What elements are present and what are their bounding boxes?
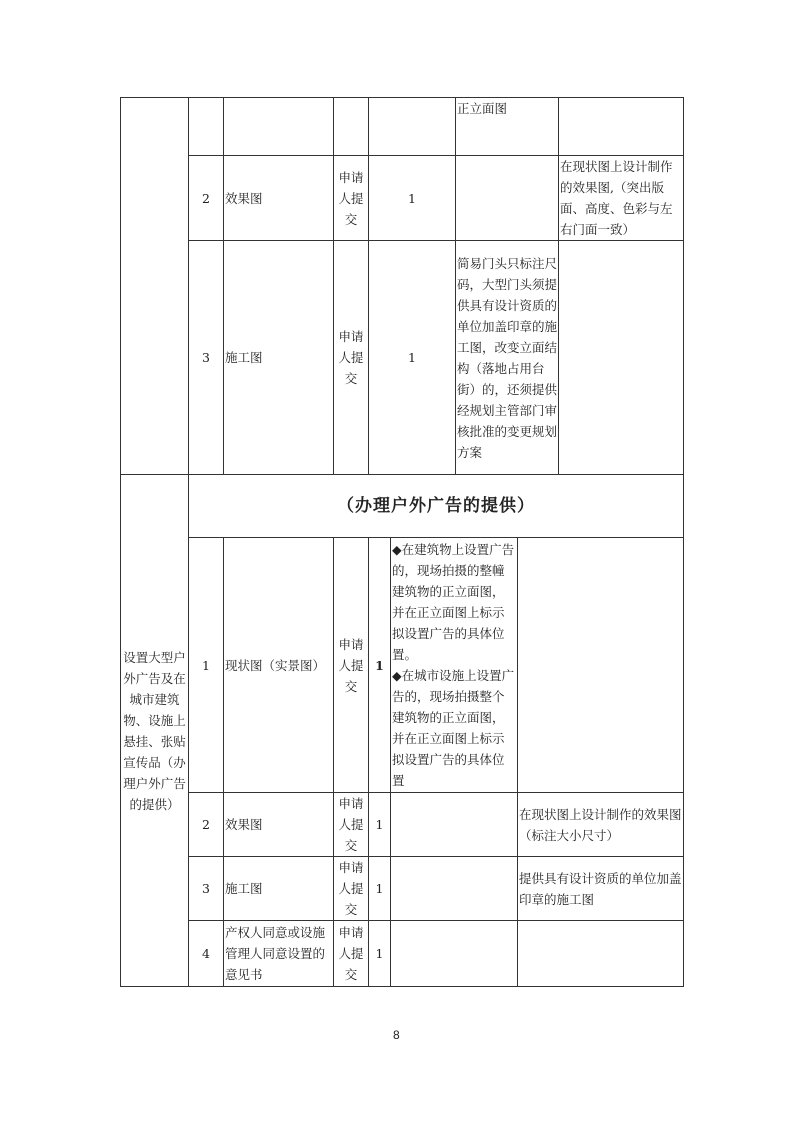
material-remark: 在现状图上设计制作的效果图（标注大小尺寸）: [518, 793, 684, 857]
material-source: [334, 98, 369, 156]
material-count: 1: [369, 538, 391, 793]
description-item: ◆在建筑物上设置广告的，现场拍摄的整幢建筑物的正立面图，并在正立面图上标示拟设置广告的具体位置。: [392, 542, 515, 662]
material-source: 申请人提交: [334, 156, 369, 241]
section-heading: （办理户外广告的提供）: [189, 475, 684, 538]
material-remark: 提供具有设计资质的单位加盖印章的施工图: [518, 857, 684, 921]
material-count: 1: [369, 156, 456, 241]
material-name: 效果图: [224, 156, 334, 241]
table-row: [121, 857, 684, 921]
material-description: [456, 156, 559, 241]
row-number: 2: [189, 156, 224, 241]
row-number: 1: [189, 538, 224, 793]
table-row: [121, 793, 684, 857]
material-remark: [518, 538, 684, 793]
row-number: 4: [189, 921, 224, 987]
material-count: 1: [369, 241, 456, 475]
table-row: [121, 98, 684, 156]
material-remark: [559, 241, 684, 475]
material-source: 申请人提交: [334, 793, 369, 857]
material-remark: [559, 98, 684, 156]
material-name: 现状图（实景图）: [224, 538, 334, 793]
row-number: 2: [189, 793, 224, 857]
material-count: [369, 98, 456, 156]
table-row: [121, 156, 684, 241]
material-remark: [518, 921, 684, 987]
material-count: 1: [369, 921, 391, 987]
material-name: 产权人同意或设施管理人同意设置的意见书: [224, 921, 334, 987]
material-description: 简易门头只标注尺码，大型门头须提供具有设计资质的单位加盖印章的施工图，改变立面结构（落地占用台街）的，还须提供经规划主管部门审核批准的变更规划方案: [456, 241, 559, 475]
material-name: [224, 98, 334, 156]
material-name: 施工图: [224, 857, 334, 921]
materials-table: [120, 97, 684, 987]
category-cell: 设置大型户外广告及在城市建筑物、设施上悬挂、张贴宣传品（办理户外广告的提供）: [121, 475, 189, 987]
material-description: [391, 921, 518, 987]
row-number: [189, 98, 224, 156]
material-description: [391, 793, 518, 857]
material-description: [391, 538, 518, 793]
material-description: [391, 857, 518, 921]
material-source: 申请人提交: [334, 857, 369, 921]
page-number: 8: [393, 1028, 400, 1042]
row-number: 3: [189, 857, 224, 921]
material-source: 申请人提交: [334, 921, 369, 987]
table-row: [121, 921, 684, 987]
material-name: 施工图: [224, 241, 334, 475]
material-source: 申请人提交: [334, 538, 369, 793]
row-number: 3: [189, 241, 224, 475]
category-cell-empty: [121, 98, 189, 475]
material-count: 1: [369, 793, 391, 857]
material-source: 申请人提交: [334, 241, 369, 475]
section-heading-row: [121, 475, 684, 538]
material-description: 正立面图: [456, 98, 559, 156]
description-item: ◆在城市设施上设置广告的，现场拍摄整个建筑物的正立面图，并在正立面图上标示拟设置广告的具体位置: [392, 668, 515, 788]
material-remark: 在现状图上设计制作的效果图,（突出版面、高度、色彩与左右门面一致）: [559, 156, 684, 241]
material-count: 1: [369, 857, 391, 921]
material-name: 效果图: [224, 793, 334, 857]
table-row: [121, 241, 684, 475]
table-row: [121, 538, 684, 793]
